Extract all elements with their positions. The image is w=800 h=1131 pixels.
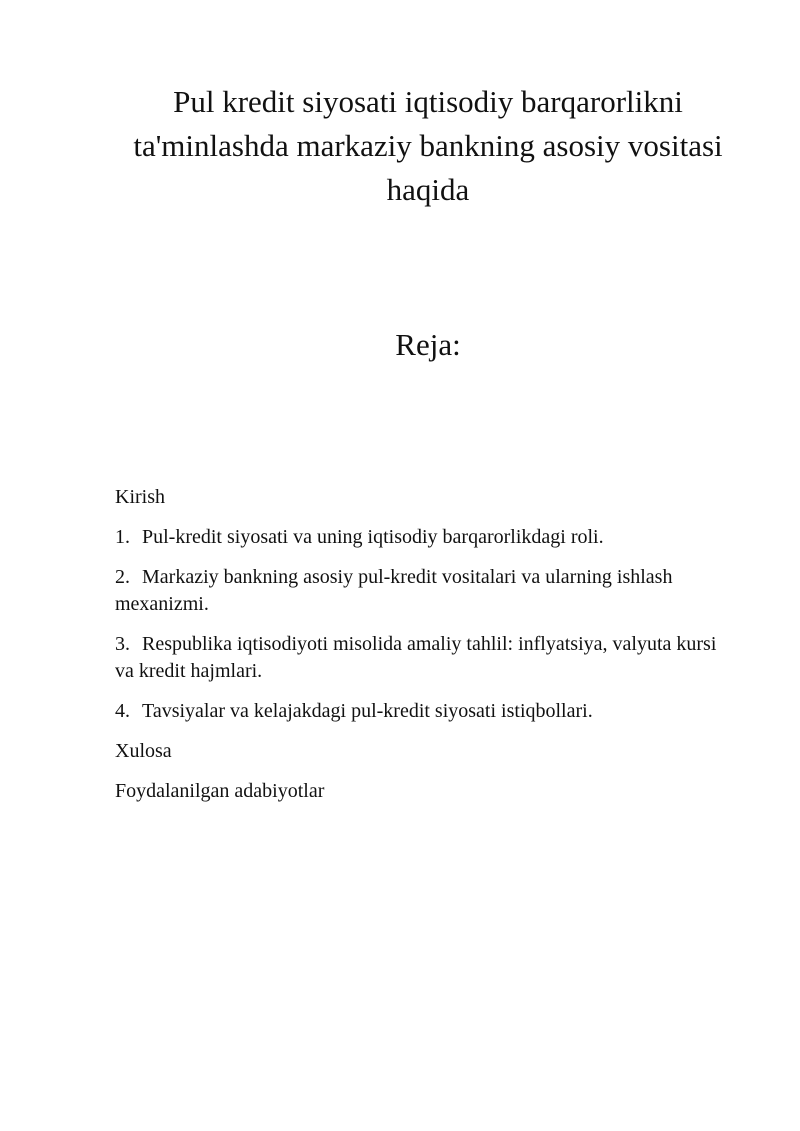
plan-item-3 [115,631,735,685]
plan-item-text: Pul-kredit siyosati va uning iqtisodiy barqarorlikdagi roli. [142,526,604,548]
plan-item-text: Respublika iqtisodiyoti misolida amaliy tahlil: inflyatsiya, valyuta kursi va kredit hajmlari. [115,633,717,682]
plan-item-text: Markaziy bankning asosiy pul-kredit vositalari va ularning ishlash mexanizmi. [115,566,673,615]
plan-item-2 [115,564,735,618]
plan-references: Foydalanilgan adabiyotlar [115,780,325,802]
document-title: Pul kredit siyosati iqtisodiy barqarorlikni ta'minlashda markaziy bankning asosiy vositasi haqida [133,84,723,207]
plan-heading: Reja: [395,327,461,362]
plan-item-number: 1. [115,526,130,548]
plan-list [115,484,735,818]
plan-item-number: 3. [115,633,130,655]
plan-intro: Kirish [115,486,165,508]
plan-item-4 [115,698,735,725]
plan-item-text: Tavsiyalar va kelajakdagi pul-kredit siyosati istiqbollari. [142,700,593,722]
plan-item-1 [115,524,735,551]
plan-conclusion: Xulosa [115,740,172,762]
plan-item-number: 2. [115,566,130,588]
plan-item-number: 4. [115,700,130,722]
